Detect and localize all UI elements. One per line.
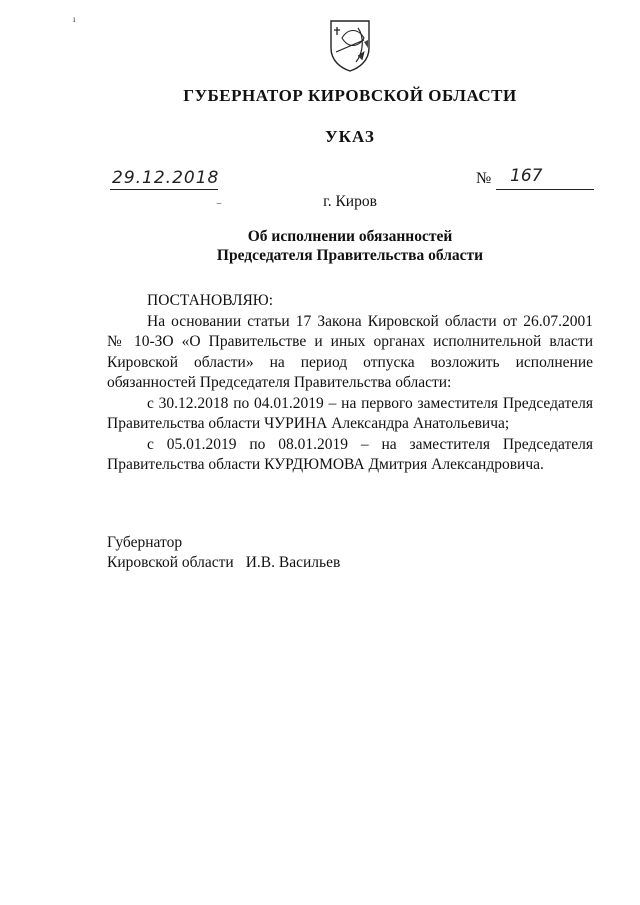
body-paragraph-1: На основании статьи 17 Закона Кировской области от 26.07.2001 № 10-ЗО «О Правительстве и иных органах исполнительной власти Кировской области» на период отпуска возложить исполнение обязанностей Председателя Правительства области: [107,312,593,391]
number-underline [496,189,594,190]
decree-title [0,227,640,265]
number-sign: № [476,170,492,187]
signatory-name: И.В. Васильев [245,554,341,571]
body-paragraph-3: с 05.01.2019 по 08.01.2019 – на заместителя Председателя Правительства области КУРДЮМОВА Дмитрия Александровича. [107,435,593,473]
city-name: г. Киров [323,193,377,210]
signature-block [107,533,340,573]
decree-word: ПОСТАНОВЛЯЮ: [147,292,274,309]
authority-heading: ГУБЕРНАТОР КИРОВСКОЙ ОБЛАСТИ [183,86,517,105]
signatory-position-line-1: Губернатор [107,534,183,551]
signatory-region: Кировской области [107,554,234,571]
scan-mark: ⌣ [216,198,222,208]
decree-number: 167 [510,166,543,186]
scan-mark: ı [73,14,76,24]
decree-date: 29.12.2018 [112,168,220,188]
title-line-2: Председателя Правительства области [216,247,484,264]
title-line-1: Об исполнении обязанностей [247,228,453,245]
body-paragraph-2: с 30.12.2018 по 04.01.2019 – на первого заместителя Председателя Правительства области ЧУРИНА Александра Анатольевича; [107,394,593,432]
document-type-heading: УКАЗ [325,127,375,146]
signatory-position-line-2 [107,553,340,573]
date-underline [110,189,218,190]
kirov-coat-of-arms-icon [328,18,372,72]
decree-body [107,291,593,476]
